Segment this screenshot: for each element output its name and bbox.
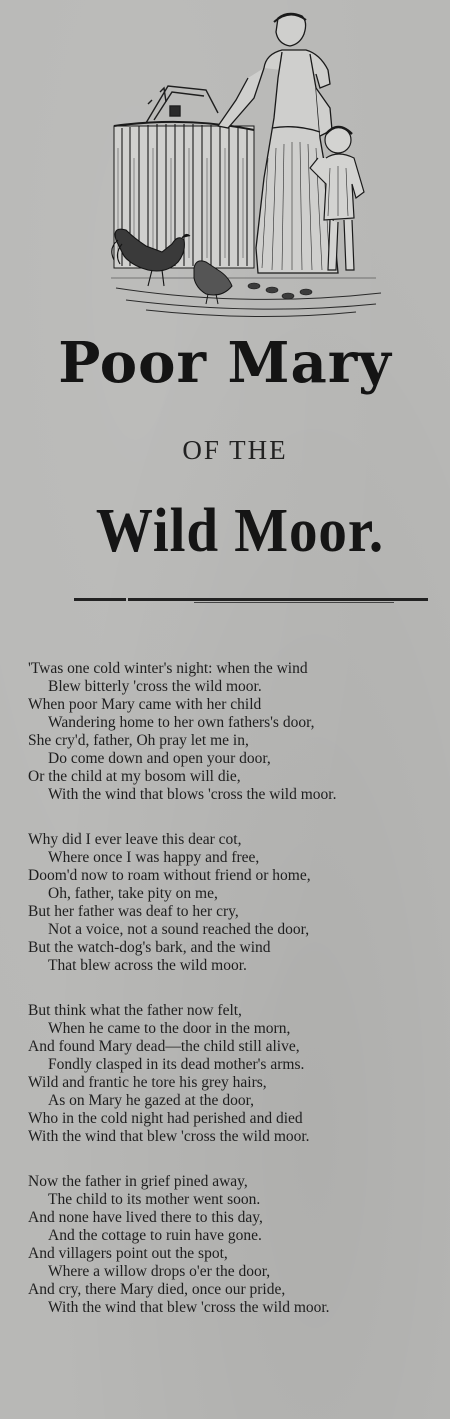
verse-line: She cry'd, father, Oh pray let me in, bbox=[28, 732, 249, 749]
verse-line: That blew across the wild moor. bbox=[48, 957, 247, 974]
title-poor-mary: Poor Mary bbox=[58, 330, 392, 396]
verse-line: Wandering home to her own fathers's door, bbox=[48, 714, 315, 731]
verse-line: Oh, father, take pity on me, bbox=[48, 885, 218, 902]
verse-line: But her father was deaf to her cry, bbox=[28, 903, 239, 920]
verse-line: The child to its mother went soon. bbox=[48, 1191, 261, 1208]
verse-line: Or the child at my bosom will die, bbox=[28, 768, 241, 785]
verse-line: Not a voice, not a sound reached the door, bbox=[48, 921, 310, 938]
verse-line: When he came to the door in the morn, bbox=[48, 1020, 291, 1037]
decorative-rule bbox=[74, 598, 428, 604]
verse-line: 'Twas one cold winter's night: when the wind bbox=[28, 660, 308, 677]
verse-line: And the cottage to ruin have gone. bbox=[48, 1227, 262, 1244]
verse-line: Doom'd now to roam without friend or home, bbox=[28, 867, 311, 884]
verse-line: Do come down and open your door, bbox=[48, 750, 271, 767]
woodcut-illustration bbox=[106, 8, 386, 326]
verse-line: Where a willow drops o'er the door, bbox=[48, 1263, 271, 1280]
ground-hatching bbox=[111, 278, 381, 317]
rule-segment-short bbox=[74, 598, 126, 601]
verse-line: Where once I was happy and free, bbox=[48, 849, 260, 866]
ballad-verses bbox=[28, 660, 448, 1344]
verse-line: And villagers point out the spot, bbox=[28, 1245, 228, 1262]
verse-line: With the wind that blew 'cross the wild moor. bbox=[28, 1128, 310, 1145]
verse-line: And found Mary dead—the child still alive, bbox=[28, 1038, 300, 1055]
verse-line: With the wind that blows 'cross the wild moor. bbox=[48, 786, 337, 803]
verse-line: As on Mary he gazed at the door, bbox=[48, 1092, 254, 1109]
stanza-4 bbox=[28, 1173, 448, 1317]
verse-line: With the wind that blew 'cross the wild moor. bbox=[48, 1299, 330, 1316]
verse-line: And cry, there Mary died, once our pride, bbox=[28, 1281, 286, 1298]
cottage bbox=[146, 86, 218, 123]
verse-line: But think what the father now felt, bbox=[28, 1002, 242, 1019]
verse-line: Wild and frantic he tore his grey hairs, bbox=[28, 1074, 267, 1091]
rule-underline bbox=[194, 602, 394, 603]
verse-line: When poor Mary came with her child bbox=[28, 696, 262, 713]
verse-line: Now the father in grief pined away, bbox=[28, 1173, 248, 1190]
title-wild-moor: Wild Moor. bbox=[95, 497, 385, 565]
verse-line: But the watch-dog's bark, and the wind bbox=[28, 939, 271, 956]
verse-line: Who in the cold night had perished and died bbox=[28, 1110, 303, 1127]
chicks bbox=[248, 283, 312, 299]
verse-line: Why did I ever leave this dear cot, bbox=[28, 831, 242, 848]
title-of-the: OF THE bbox=[182, 435, 288, 465]
verse-line: And none have lived there to this day, bbox=[28, 1209, 263, 1226]
rule-segment-long bbox=[128, 598, 428, 601]
stanza-1 bbox=[28, 660, 448, 804]
verse-line: Fondly clasped in its dead mother's arms. bbox=[48, 1056, 305, 1073]
stanza-3 bbox=[28, 1002, 448, 1146]
verse-line: Blew bitterly 'cross the wild moor. bbox=[48, 678, 262, 695]
stanza-2 bbox=[28, 831, 448, 975]
